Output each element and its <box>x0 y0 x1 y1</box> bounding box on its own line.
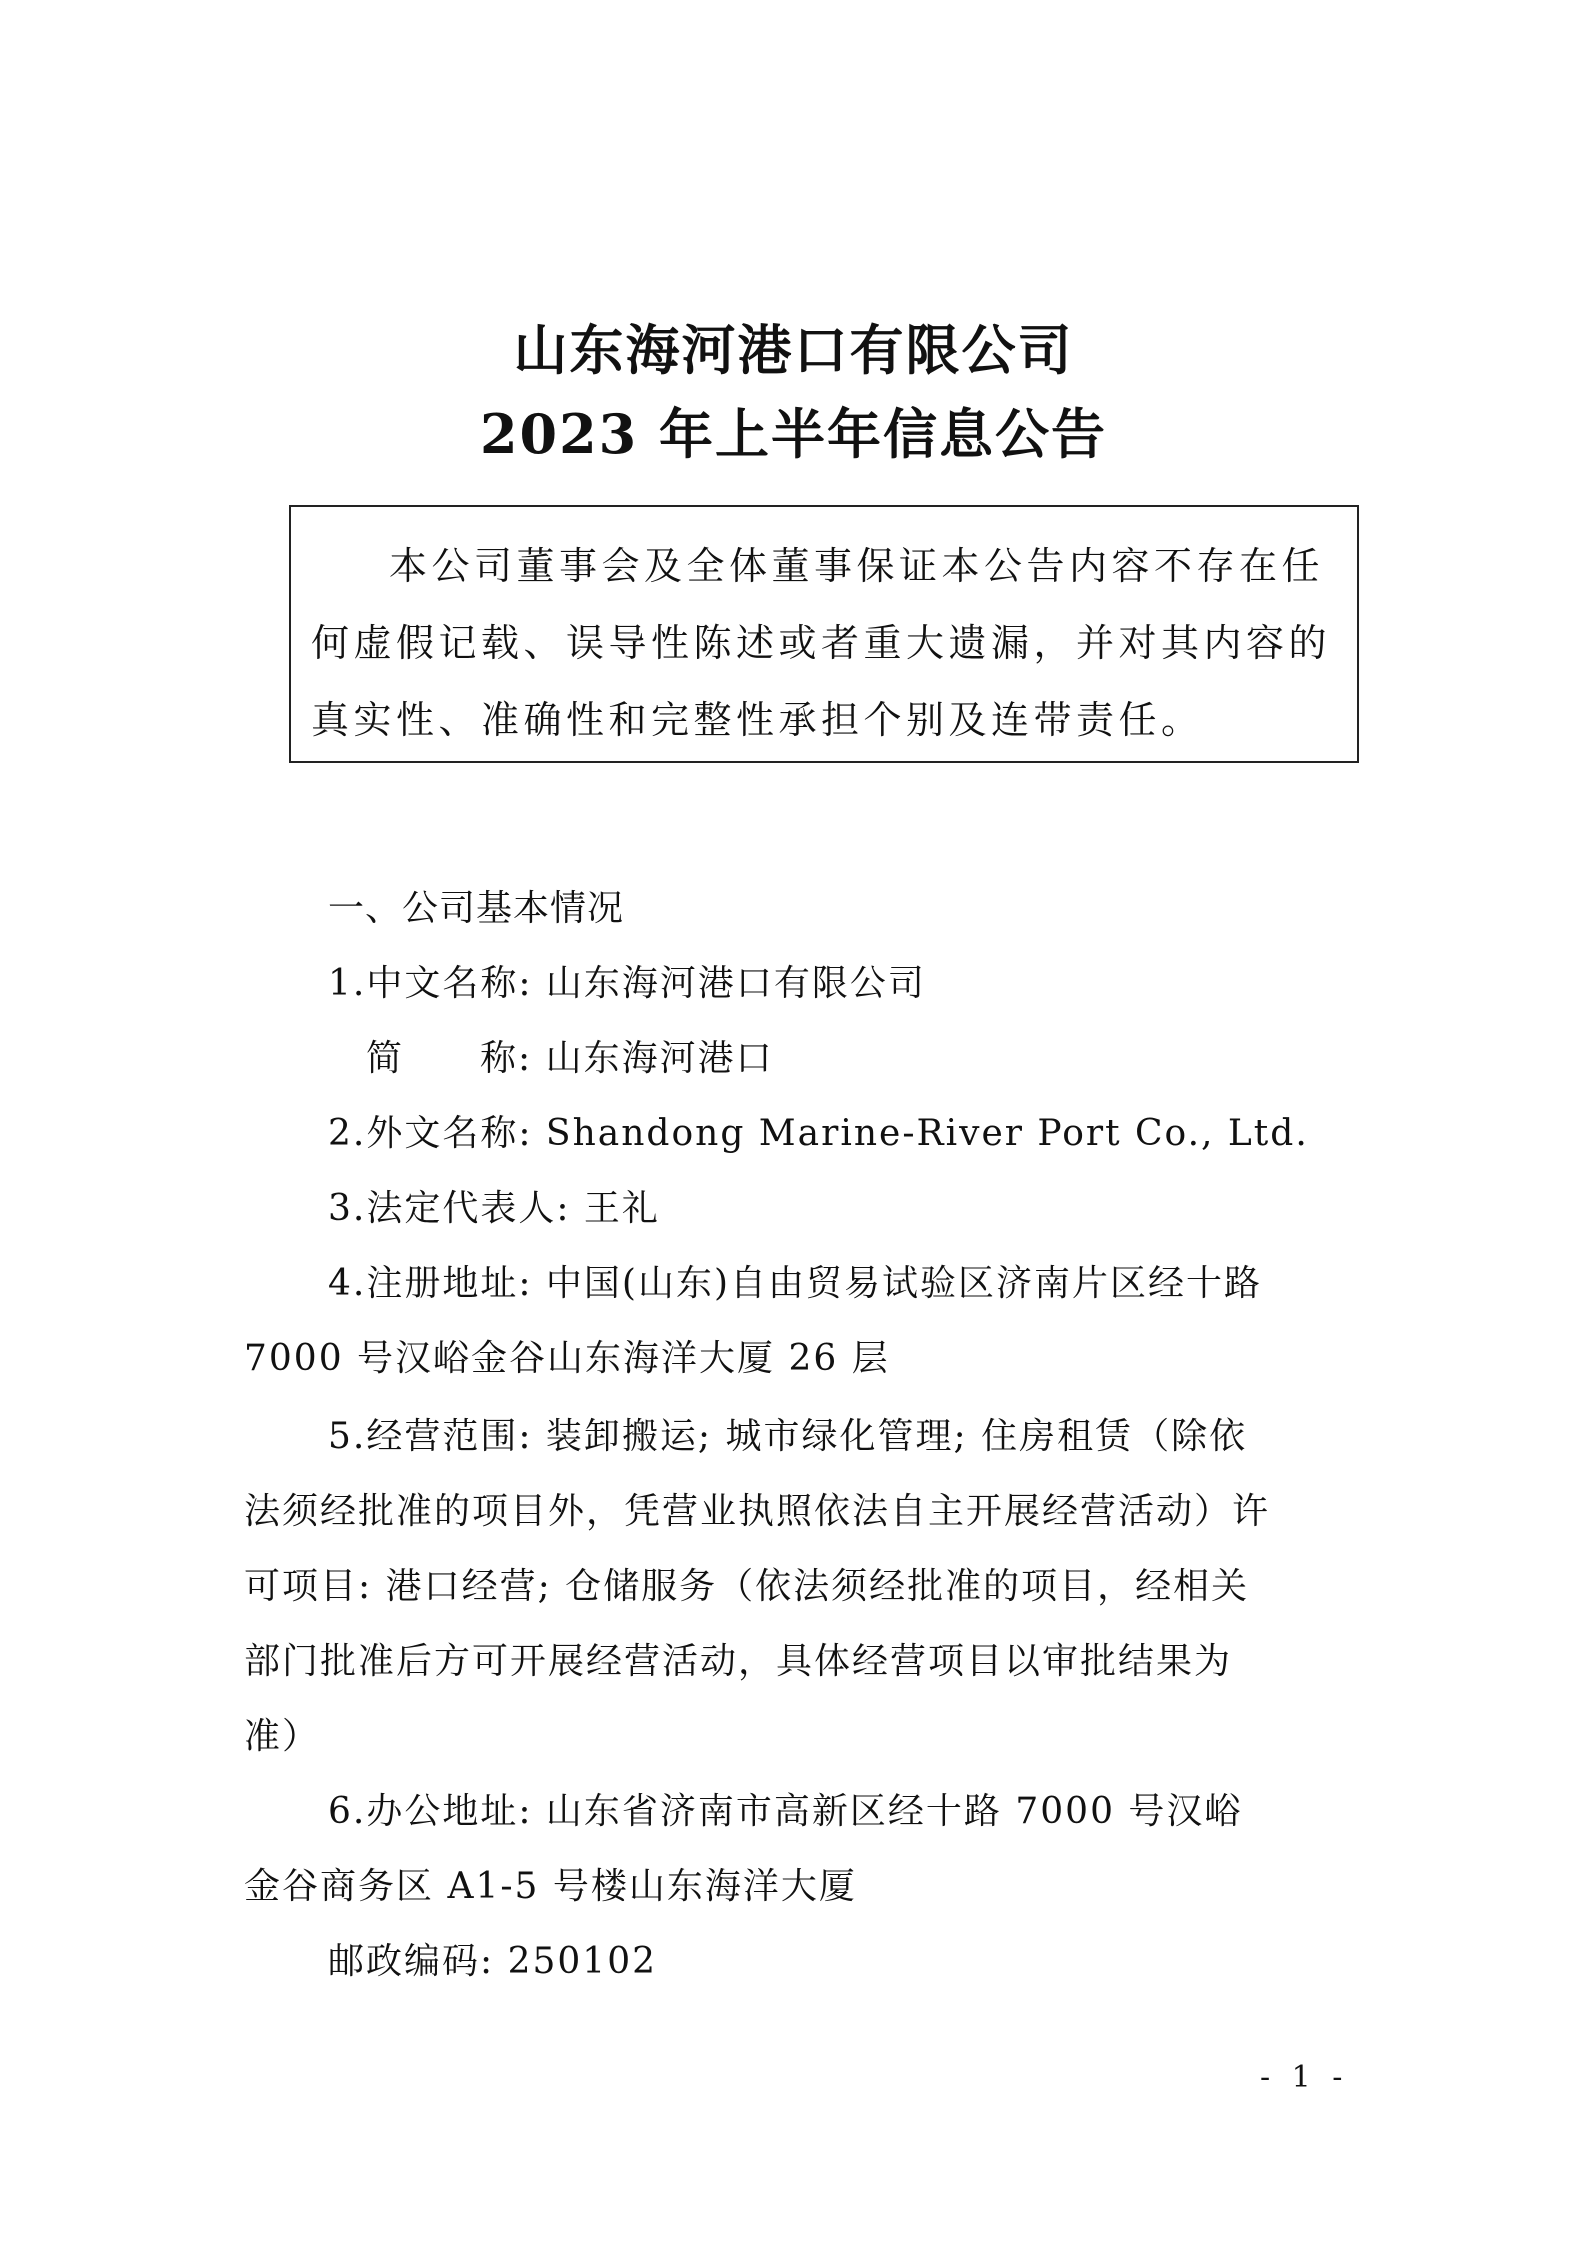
legal-representative-item: 3.法定代表人: 王礼 <box>328 1188 660 1229</box>
business-scope-continued: 法须经批准的项目外，凭营业执照依法自主开展经营活动）许 <box>244 1491 1271 1532</box>
office-address-continued: 金谷商务区 A1-5 号楼山东海洋大厦 <box>244 1866 857 1907</box>
disclaimer-line: 本公司董事会及全体董事保证本公告内容不存在任 <box>389 544 1325 588</box>
document-title-company: 山东海河港口有限公司 <box>513 318 1074 382</box>
office-address-item: 6.办公地址: 山东省济南市高新区经十路 7000 号汉峪 <box>328 1791 1243 1832</box>
page-number: - 1 - <box>1260 2060 1349 2095</box>
business-scope-continued: 部门批准后方可开展经营活动，具体经营项目以审批结果为 <box>244 1641 1233 1682</box>
document-title-report: 2023 年上半年信息公告 <box>479 402 1108 466</box>
chinese-name-item: 1.中文名称: 山东海河港口有限公司 <box>328 963 926 1004</box>
business-scope-item: 5.经营范围: 装卸搬运; 城市绿化管理; 住房租赁（除依 <box>328 1416 1248 1457</box>
disclaimer-line: 真实性、准确性和完整性承担个别及连带责任。 <box>311 698 1204 742</box>
registered-address-item: 4.注册地址: 中国(山东)自由贸易试验区济南片区经十路 <box>328 1263 1263 1304</box>
postal-code-item: 邮政编码: 250102 <box>328 1941 657 1982</box>
short-name-item: 简 称: 山东海河港口 <box>366 1038 774 1079</box>
disclaimer-box <box>289 505 1359 763</box>
registered-address-continued: 7000 号汉峪金谷山东海洋大厦 26 层 <box>244 1338 890 1379</box>
section-heading-basic-info: 一、公司基本情况 <box>328 888 625 929</box>
business-scope-continued: 可项目: 港口经营; 仓储服务（依法须经批准的项目，经相关 <box>244 1566 1250 1607</box>
business-scope-continued: 准） <box>244 1716 321 1757</box>
foreign-name-item: 2.外文名称: Shandong Marine-River Port Co., Ltd. <box>328 1113 1309 1154</box>
disclaimer-line: 何虚假记载、误导性陈述或者重大遗漏，并对其内容的 <box>311 621 1332 665</box>
